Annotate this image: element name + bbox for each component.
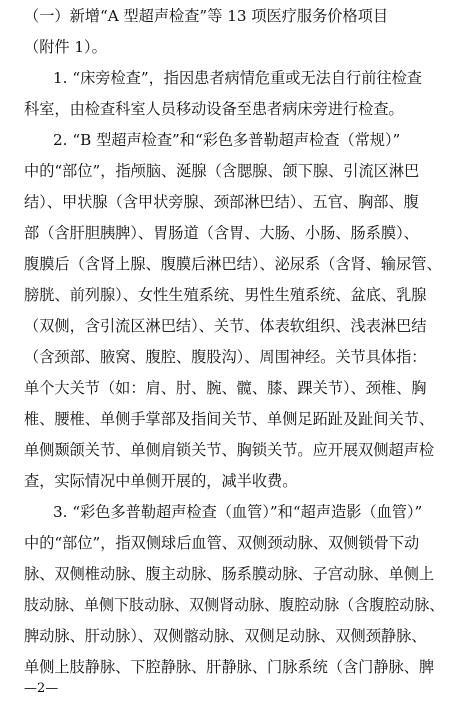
text-line: 结）、甲状腺（含甲状旁腺、颈部淋巴结）、五官、胸部、腹 xyxy=(24,193,419,211)
text-line: 2. “B 型超声检查”和“彩色多普勒超声检查（常规）” xyxy=(53,131,401,149)
text-line: 3. “彩色多普勒超声检查（血管）”和“超声造影（血管）” xyxy=(53,503,423,521)
text-line: 查，实际情况中单侧开展的，减半收费。 xyxy=(24,472,298,490)
text-line: 科室，由检查科室人员移动设备至患者病床旁进行检查。 xyxy=(24,100,404,118)
text-line: （附件 1）。 xyxy=(24,38,107,56)
page-number: —2— xyxy=(24,681,59,696)
text-line: 部（含肝胆胰脾）、胃肠道（含胃、大肠、小肠、肠系膜）、 xyxy=(24,224,419,242)
text-line: （双侧，含引流区淋巴结）、关节、体表软组织、浅表淋巴结 xyxy=(24,317,427,335)
text-line: 1. “床旁检查”，指因患者病情危重或无法自行前往检查 xyxy=(53,69,422,87)
text-line: 椎、腰椎、单侧手掌部及指间关节、单侧足跖趾及趾间关节、 xyxy=(24,410,435,428)
text-line: 单个大关节（如：肩、肘、腕、髋、膝、踝关节）、颈椎、胸 xyxy=(24,379,427,397)
text-line: 肢动脉、单侧下肢动脉、双侧肾动脉、腹腔动脉（含腹腔动脉、 xyxy=(24,596,445,614)
text-line: 中的“部位”，指双侧球后血管、双侧颈动脉、双侧锁骨下动 xyxy=(24,534,420,552)
text-line: 中的“部位”，指颅脑、涎腺（含腮腺、颌下腺、引流区淋巴 xyxy=(24,162,420,180)
text-line: 脉、双侧椎动脉、腹主动脉、肠系膜动脉、子宫动脉、单侧上 xyxy=(24,565,435,583)
text-line: （一）新增“A 型超声检查”等 13 项医疗服务价格项目 xyxy=(24,7,389,25)
text-line: 腹膜后（含肾上腺、腹膜后淋巴结）、泌尿系（含肾、输尿管、 xyxy=(24,255,442,273)
text-line: 脾动脉、肝动脉）、双侧髂动脉、双侧足动脉、双侧颈静脉、 xyxy=(24,627,427,645)
text-line: 膀胱、前列腺）、女性生殖系统、男性生殖系统、盆底、乳腺 xyxy=(24,286,427,304)
text-line: 单侧颞颌关节、单侧肩锁关节、胸锁关节。应开展双侧超声检 xyxy=(24,441,435,459)
text-line: （含颈部、腋窝、腹腔、腹股沟）、周围神经。关节具体指： xyxy=(24,348,427,366)
text-line: 单侧上肢静脉、下腔静脉、肝静脉、门脉系统（含门静脉、脾 xyxy=(24,658,435,676)
